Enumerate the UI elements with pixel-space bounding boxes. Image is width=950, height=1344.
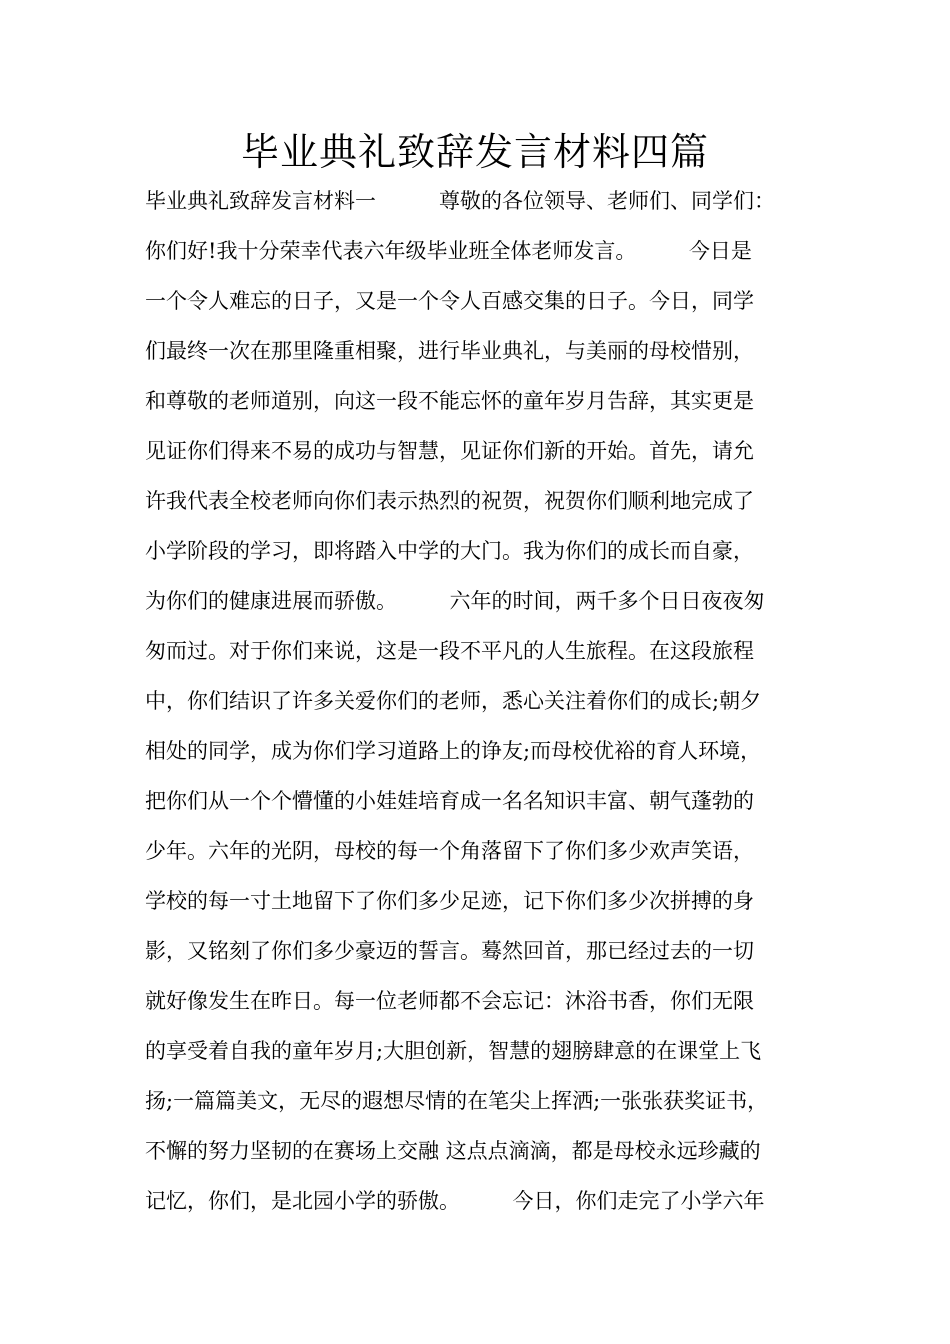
body-line: 中，你们结识了许多关爱你们的老师，悉心关注着你们的成长;朝夕 — [145, 689, 762, 713]
body-line: 们最终一次在那里隆重相聚，进行毕业典礼，与美丽的母校惜别， — [145, 339, 754, 363]
body-line: 匆而过。对于你们来说，这是一段不平凡的人生旅程。在这段旅程 — [145, 639, 754, 663]
body-line: 见证你们得来不易的成功与智慧，见证你们新的开始。首先，请允 — [145, 439, 754, 463]
body-line: 学校的每一寸土地留下了你们多少足迹，记下你们多少次拼搏的身 — [145, 889, 754, 913]
body-line: 扬;一篇篇美文，无尽的遐想尽情的在笔尖上挥洒;一张张获奖证书， — [145, 1089, 769, 1113]
body-line: 许我代表全校老师向你们表示热烈的祝贺，祝贺你们顺利地完成了 — [145, 489, 754, 513]
body-line: 为你们的健康进展而骄傲。 六年的时间，两千多个日日夜夜匆 — [145, 589, 765, 613]
body-line: 小学阶段的学习，即将踏入中学的大门。我为你们的成长而自豪， — [145, 539, 754, 563]
body-line: 毕业典礼致辞发言材料一 尊敬的各位领导、老师们、同学们： — [145, 189, 775, 213]
body-line: 就好像发生在昨日。每一位老师都不会忘记：沐浴书香，你们无限 — [145, 989, 754, 1013]
body-line: 少年。六年的光阴，母校的每一个角落留下了你们多少欢声笑语， — [145, 839, 754, 863]
body-line: 和尊敬的老师道别，向这一段不能忘怀的童年岁月告辞，其实更是 — [145, 389, 754, 413]
body-line: 影，又铭刻了你们多少豪迈的誓言。蓦然回首，那已经过去的一切 — [145, 939, 754, 963]
body-line: 把你们从一个个懵懂的小娃娃培育成一名名知识丰富、朝气蓬勃的 — [145, 789, 754, 813]
body-line: 相处的同学，成为你们学习道路上的诤友;而母校优裕的育人环境， — [145, 739, 762, 763]
body-line: 记忆，你们，是北园小学的骄傲。 今日，你们走完了小学六年 — [145, 1189, 765, 1213]
document-title: 毕业典礼致辞发言材料四篇 — [240, 130, 709, 174]
body-line: 不懈的努力坚韧的在赛场上交融 这点点滴滴，都是母校永远珍藏的 — [145, 1139, 761, 1163]
document-body — [145, 176, 815, 1226]
body-line: 一个令人难忘的日子，又是一个令人百感交集的日子。今日，同学 — [145, 289, 754, 313]
body-line: 的享受着自我的童年岁月;大胆创新，智慧的翅膀肆意的在课堂上飞 — [145, 1039, 762, 1063]
body-line: 你们好!我十分荣幸代表六年级毕业班全体老师发言。 今日是 — [145, 239, 752, 263]
